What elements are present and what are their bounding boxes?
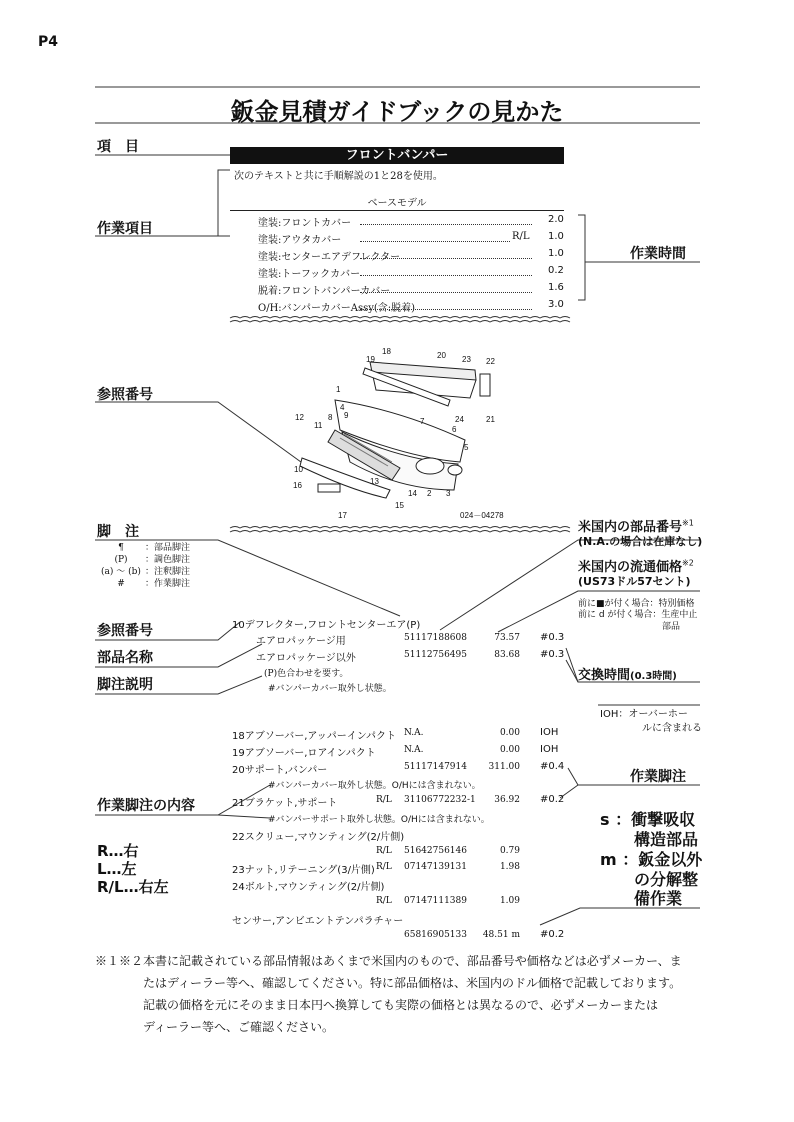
part-time: IOH — [540, 743, 559, 755]
part-number: 07147139131 — [404, 862, 467, 873]
callout-22: 22 — [486, 357, 495, 366]
label-work-item: 作業項目 — [97, 221, 153, 237]
section-note: 次のテキストと共に手順解説の1と28を使用。 — [234, 171, 443, 182]
callout-9: 9 — [344, 411, 349, 420]
part10-note1: (P)色合わせを要す。 — [264, 669, 349, 679]
label-footnote-desc: 脚注説明 — [97, 677, 153, 693]
part10-row-time: #0.3 — [540, 632, 565, 643]
callout-14: 14 — [408, 489, 417, 498]
part10-row-price: 83.68 — [494, 650, 520, 660]
callout-10: 10 — [294, 465, 303, 474]
bottom-note-line: たはディーラー等へ、確認してください。特に部品価格は、米国内のドル価格で記載しております。 — [143, 976, 682, 990]
na-note: (N.A.の場合は在庫なし) — [578, 535, 703, 548]
bottom-note-line: ディーラー等へ、ご確認ください。 — [143, 1020, 335, 1034]
m-note-3: 備作業 — [634, 889, 683, 908]
part-price: 0.79 — [499, 845, 520, 856]
callout-15: 15 — [395, 501, 404, 510]
callout-19: 19 — [366, 355, 375, 364]
callout-5: 5 — [464, 443, 469, 452]
page-label: P4 — [38, 34, 59, 50]
part-note: #バンパーサポート取外し状態。O/Hには含まれない。 — [268, 815, 490, 825]
part-price: 48.51 m — [482, 929, 520, 940]
part-time: #0.2 — [540, 928, 565, 940]
diagram-code: 024－04278 — [460, 511, 504, 520]
part-number: 65816905133 — [404, 929, 467, 940]
label-us-price: 米国内の流通価格$^{※2}$ — [578, 558, 694, 575]
callout-7: 7 — [420, 417, 425, 426]
part-number: 51642756146 — [404, 845, 467, 856]
label-work-footnote: 作業脚注 — [630, 769, 686, 785]
work-row-name: 塗装:トーフックカバー — [258, 269, 361, 280]
label-r: R…右 — [97, 842, 139, 860]
part-number: 51117147914 — [404, 761, 467, 772]
page-title: 鈑金見積ガイドブックの見かた — [230, 98, 564, 126]
callout-21: 21 — [486, 415, 495, 424]
work-row-name: 塗装:アウタカバー — [258, 235, 342, 246]
label-footnote: 脚 注 — [97, 524, 139, 540]
label-work-time: 作業時間 — [630, 246, 686, 262]
label-item: 項 目 — [97, 139, 139, 155]
bottom-note-line: ※１※２本書に記載されている部品情報はあくまで米国内のもので、部品番号や価格などは必ずメーカー、ま — [95, 954, 682, 968]
us-price-example: (US73ドル57セント) — [578, 575, 691, 588]
callout-16: 16 — [293, 481, 302, 490]
part10-title: 10デフレクター,フロントセンターエア(P) — [232, 620, 421, 631]
part-name: 23ナット,リテーニング(3/片側) — [232, 865, 375, 877]
footnote-legend — [97, 542, 190, 590]
legend-row: (P) ：調色脚注 — [114, 555, 191, 565]
bottom-note — [95, 950, 682, 1038]
base-model-label: ベースモデル — [367, 198, 427, 209]
callout-13: 13 — [370, 477, 379, 486]
label-rl: R/L…右左 — [97, 878, 169, 896]
callout-6: 6 — [452, 425, 457, 434]
part-name: 22スクリュー,マウンティング(2/片側) — [232, 831, 405, 843]
callout-17: 17 — [338, 511, 347, 520]
part-price: 0.00 — [499, 728, 520, 738]
callout-3: 3 — [446, 489, 451, 498]
part-price: 1.98 — [499, 862, 520, 873]
work-row-hours: 3.0 — [548, 299, 564, 310]
ioh-note-2: ルに含まれる — [642, 723, 702, 734]
work-row-name: 塗装:フロントカバー — [258, 218, 352, 229]
work-row-leader — [360, 241, 510, 242]
callout-20: 20 — [437, 351, 446, 360]
part10-row-part-no: 51112756495 — [404, 650, 467, 660]
work-row-hours: 2.0 — [548, 214, 564, 225]
part-side: R/L — [376, 862, 392, 873]
callout-23: 23 — [462, 355, 471, 364]
label-ref-no: 参照番号 — [97, 387, 153, 403]
bottom-note-line: 記載の価格を元にそのまま日本円へ換算しても実際の価格とは異なるので、必ずメーカーまたは — [143, 998, 659, 1012]
legend-row: # ：作業脚注 — [117, 579, 191, 589]
label-work-footnote-content: 作業脚注の内容 — [97, 798, 195, 814]
discontinued-note: 前に d が付く場合：生産中止 — [578, 610, 698, 620]
work-row-leader — [360, 292, 532, 293]
work-row-hours: 0.2 — [548, 265, 564, 276]
part-number: 31106772232-1 — [404, 795, 476, 806]
part10-note2: #バンパーカバー取外し状態。 — [268, 684, 392, 694]
part10-row-part-no: 51117188608 — [404, 633, 467, 643]
work-row-leader — [360, 224, 532, 225]
work-row-hours: 1.6 — [548, 282, 564, 293]
part-number: 07147111389 — [404, 896, 467, 906]
callout-18: 18 — [382, 347, 391, 356]
callout-2: 2 — [427, 489, 432, 498]
callout-1: 1 — [336, 385, 341, 394]
bumper-exploded-diagram — [280, 340, 540, 530]
work-row-leader — [360, 309, 532, 310]
part-side: R/L — [376, 845, 392, 856]
section-banner: フロントバンパー — [230, 147, 564, 164]
part-side: R/L — [376, 896, 392, 906]
part-name: 19アブソーバー,ロアインパクト — [232, 747, 376, 759]
label-replace-time: 交換時間(0.3時間) — [578, 668, 677, 683]
part10-row-name: エアロパッケージ以外 — [256, 653, 356, 664]
callout-24: 24 — [455, 415, 464, 424]
s-note-2: 構造部品 — [634, 830, 699, 849]
work-row-name: 脱着:フロントバンパーカバー — [258, 286, 391, 297]
work-row-name: 塗装:センターエアデフレクター — [258, 252, 401, 263]
part-time: IOH — [540, 727, 559, 738]
part-name: 18アブソーバー,アッパーインパクト — [232, 731, 397, 742]
label-ref-no-2: 参照番号 — [97, 623, 153, 639]
s-note: s ：衝撃吸収 — [600, 810, 696, 829]
label-part-name: 部品名称 — [97, 650, 153, 666]
label-l: L…左 — [97, 860, 137, 878]
part-name: センサー,アンビエントテンパラチャー — [232, 915, 404, 927]
special-price-note: 前に■が付く場合：特別価格 — [578, 599, 695, 609]
part-price: 1.09 — [499, 896, 520, 906]
part-number: N.A. — [404, 728, 424, 738]
part-name: 21ブラケット,サポート — [232, 798, 338, 810]
part-time: #0.2 — [540, 794, 565, 806]
base-model-rule — [230, 210, 564, 211]
part-time: #0.4 — [540, 760, 565, 772]
part10-row-time: #0.3 — [540, 649, 565, 660]
part10-row-price: 73.57 — [494, 633, 520, 643]
part-price: 36.92 — [494, 795, 520, 806]
legend-row: ¶ ：部品脚注 — [118, 543, 191, 553]
work-row-leader — [360, 258, 532, 259]
callout-11: 11 — [314, 421, 323, 430]
work-row-name: O/H:バンパーカバーAssy(含:脱着) — [258, 303, 416, 314]
m-note-2: の分解整 — [634, 870, 699, 889]
m-note: m ：鈑金以外 — [600, 850, 703, 869]
ioh-note: IOH：オーバーホー — [600, 709, 688, 720]
part-note: #バンパーカバー取外し状態。O/Hには含まれない。 — [268, 781, 481, 792]
discontinued-note-2: 部品 — [662, 622, 681, 632]
work-row-side: R/L — [512, 231, 530, 242]
work-row-hours: 1.0 — [548, 248, 564, 259]
part-name: 20サポート,バンパー — [232, 764, 328, 776]
part-number: N.A. — [404, 744, 424, 755]
part-name: 24ボルト,マウンティング(2/片側) — [232, 882, 385, 894]
legend-row: (a) ～ (b) ：注釈脚注 — [101, 567, 191, 577]
part-side: R/L — [376, 795, 392, 806]
part-price: 311.00 — [488, 761, 520, 772]
work-row-hours: 1.0 — [548, 231, 564, 242]
callout-4: 4 — [340, 403, 345, 412]
callout-8: 8 — [328, 413, 333, 422]
part-price: 0.00 — [499, 744, 520, 755]
callout-12: 12 — [295, 413, 304, 422]
work-row-leader — [360, 275, 532, 276]
part10-row-name: エアロパッケージ用 — [256, 636, 346, 647]
label-us-part-no: 米国内の部品番号$^{※1}$ — [578, 518, 694, 535]
